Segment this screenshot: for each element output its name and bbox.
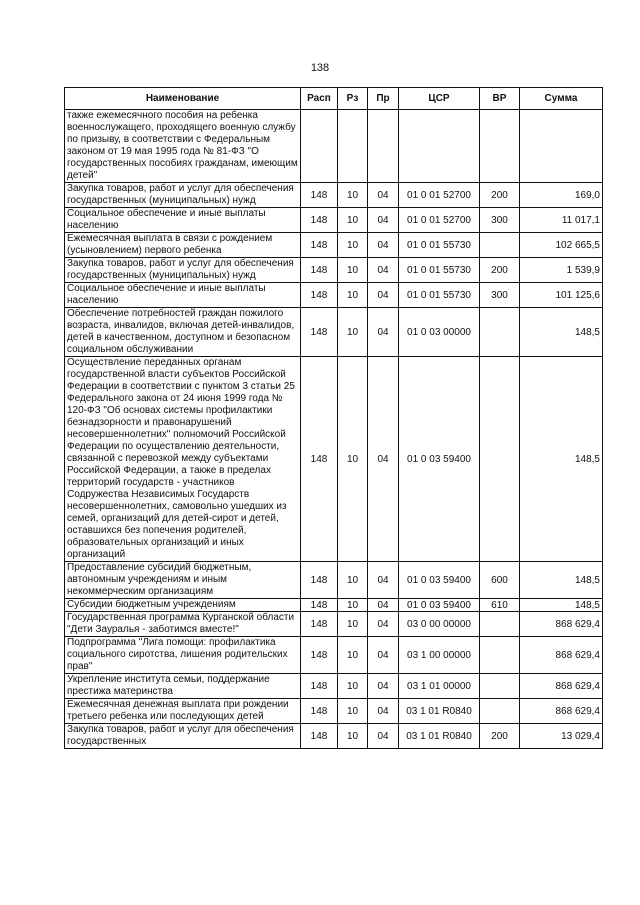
cell-rz: 10: [338, 637, 368, 674]
cell-sum: 868 629,4: [520, 612, 603, 637]
cell-csr: 01 0 01 52700: [399, 183, 480, 208]
cell-name: Закупка товаров, работ и услуг для обеспечения государственных (муниципальных) нужд: [65, 258, 301, 283]
cell-pr: 04: [368, 599, 399, 612]
cell-rz: 10: [338, 357, 368, 562]
table-row: [65, 110, 603, 183]
cell-rasp: 148: [301, 724, 338, 749]
cell-csr: 03 1 00 00000: [399, 637, 480, 674]
table-row: [65, 562, 603, 599]
cell-rasp: 148: [301, 258, 338, 283]
cell-vr: 600: [480, 562, 520, 599]
cell-rz: 10: [338, 183, 368, 208]
cell-sum: 148,5: [520, 562, 603, 599]
table-row: [65, 183, 603, 208]
cell-rasp: 148: [301, 183, 338, 208]
cell-rz: 10: [338, 612, 368, 637]
cell-rasp: [301, 110, 338, 183]
cell-vr: [480, 674, 520, 699]
cell-pr: 04: [368, 283, 399, 308]
cell-rz: 10: [338, 674, 368, 699]
header-rz: Рз: [338, 88, 368, 110]
cell-rasp: 148: [301, 208, 338, 233]
cell-vr: [480, 612, 520, 637]
cell-pr: 04: [368, 562, 399, 599]
cell-pr: 04: [368, 674, 399, 699]
cell-sum: 868 629,4: [520, 674, 603, 699]
table-row: [65, 699, 603, 724]
cell-name: Субсидии бюджетным учреждениям: [65, 599, 301, 612]
cell-pr: 04: [368, 724, 399, 749]
cell-csr: 01 0 01 55730: [399, 233, 480, 258]
cell-csr: 03 1 01 00000: [399, 674, 480, 699]
cell-sum: 11 017,1: [520, 208, 603, 233]
cell-rasp: 148: [301, 699, 338, 724]
header-rasp: Расп: [301, 88, 338, 110]
table-row: [65, 599, 603, 612]
cell-rasp: 148: [301, 637, 338, 674]
cell-csr: 01 0 03 59400: [399, 599, 480, 612]
cell-pr: 04: [368, 183, 399, 208]
table-row: [65, 233, 603, 258]
table-row: [65, 283, 603, 308]
page-number: 138: [310, 62, 330, 74]
cell-rasp: 148: [301, 562, 338, 599]
cell-vr: 200: [480, 183, 520, 208]
cell-sum: 102 665,5: [520, 233, 603, 258]
cell-csr: 03 1 01 R0840: [399, 699, 480, 724]
table-row: [65, 208, 603, 233]
cell-rz: 10: [338, 699, 368, 724]
cell-name: Предоставление субсидий бюджетным, автономным учреждениям и иным некоммерческим организациям: [65, 562, 301, 599]
cell-csr: 01 0 03 00000: [399, 308, 480, 357]
cell-name: Обеспечение потребностей граждан пожилого возраста, инвалидов, включая детей-инвалидов, детей в качественном, доступном и безопасном социальном обслуживании: [65, 308, 301, 357]
cell-csr: 01 0 03 59400: [399, 562, 480, 599]
cell-pr: 04: [368, 308, 399, 357]
cell-rz: 10: [338, 233, 368, 258]
cell-rz: 10: [338, 562, 368, 599]
cell-vr: [480, 637, 520, 674]
cell-pr: 04: [368, 208, 399, 233]
cell-name: Социальное обеспечение и иные выплаты населению: [65, 283, 301, 308]
cell-name: Укрепление института семьи, поддержание престижа материнства: [65, 674, 301, 699]
cell-name: Подпрограмма "Лига помощи: профилактика социального сиротства, лишения родительских прав": [65, 637, 301, 674]
cell-sum: 868 629,4: [520, 637, 603, 674]
cell-rasp: 148: [301, 612, 338, 637]
cell-pr: 04: [368, 233, 399, 258]
cell-csr: 01 0 01 55730: [399, 258, 480, 283]
cell-rz: 10: [338, 308, 368, 357]
cell-sum: 868 629,4: [520, 699, 603, 724]
cell-name: Осуществление переданных органам государственной власти субъектов Российской Федерации в соответствии с пунктом 3 статьи 25 Федерального закона от 24 июня 1999 года № 120-ФЗ "Об основах системы профилактики безнадзорности и правонарушений несовершеннолетних" полномочий Российской Федерации по осуществлению деятельности, связанной с перевозкой между субъектами Российской Федерации, а также в пределах территорий государств - участников Содружества Независимых Государств несовершеннолетних, самовольно ушедших из семей, организаций для детей-сирот и детей, оставшихся без попечения родителей, образовательных организаций и иных организаций: [65, 357, 301, 562]
cell-vr: 610: [480, 599, 520, 612]
header-sum: Сумма: [520, 88, 603, 110]
budget-table: [64, 87, 603, 749]
cell-vr: 200: [480, 724, 520, 749]
cell-pr: 04: [368, 637, 399, 674]
cell-sum: [520, 110, 603, 183]
cell-rasp: 148: [301, 308, 338, 357]
cell-name: Социальное обеспечение и иные выплаты населению: [65, 208, 301, 233]
table-row: [65, 724, 603, 749]
cell-rz: 10: [338, 208, 368, 233]
cell-name: также ежемесячного пособия на ребенка военнослужащего, проходящего военную службу по призыву, в соответствии с Федеральным законом от 19 мая 1995 года № 81-ФЗ "О государственных пособиях гражданам, имеющим детей": [65, 110, 301, 183]
cell-sum: 148,5: [520, 357, 603, 562]
cell-csr: 01 0 01 52700: [399, 208, 480, 233]
cell-name: Ежемесячная выплата в связи с рождением (усыновлением) первого ребенка: [65, 233, 301, 258]
table-row: [65, 612, 603, 637]
cell-csr: [399, 110, 480, 183]
cell-rasp: 148: [301, 599, 338, 612]
cell-rz: 10: [338, 724, 368, 749]
cell-rasp: 148: [301, 357, 338, 562]
cell-vr: [480, 357, 520, 562]
table-row: [65, 637, 603, 674]
cell-sum: 1 539,9: [520, 258, 603, 283]
cell-rz: 10: [338, 599, 368, 612]
cell-sum: 169,0: [520, 183, 603, 208]
cell-pr: 04: [368, 612, 399, 637]
header-csr: ЦСР: [399, 88, 480, 110]
header-row: [65, 88, 603, 110]
cell-sum: 148,5: [520, 308, 603, 357]
table-row: [65, 674, 603, 699]
cell-rz: 10: [338, 258, 368, 283]
cell-rasp: 148: [301, 233, 338, 258]
table-row: [65, 308, 603, 357]
header-pr: Пр: [368, 88, 399, 110]
cell-vr: [480, 110, 520, 183]
header-name: Наименование: [65, 88, 301, 110]
cell-csr: 01 0 01 55730: [399, 283, 480, 308]
cell-rz: [338, 110, 368, 183]
cell-vr: [480, 233, 520, 258]
cell-name: Ежемесячная денежная выплата при рождении третьего ребенка или последующих детей: [65, 699, 301, 724]
cell-pr: 04: [368, 258, 399, 283]
cell-pr: 04: [368, 699, 399, 724]
cell-vr: 300: [480, 208, 520, 233]
table-row: [65, 258, 603, 283]
cell-csr: 03 0 00 00000: [399, 612, 480, 637]
cell-pr: [368, 110, 399, 183]
cell-name: Закупка товаров, работ и услуг для обеспечения государственных: [65, 724, 301, 749]
cell-csr: 03 1 01 R0840: [399, 724, 480, 749]
cell-vr: 300: [480, 283, 520, 308]
cell-rasp: 148: [301, 283, 338, 308]
cell-rasp: 148: [301, 674, 338, 699]
cell-name: Государственная программа Курганской области "Дети Зауралья - заботимся вместе!": [65, 612, 301, 637]
cell-rz: 10: [338, 283, 368, 308]
cell-csr: 01 0 03 59400: [399, 357, 480, 562]
cell-sum: 101 125,6: [520, 283, 603, 308]
cell-vr: [480, 308, 520, 357]
cell-vr: 200: [480, 258, 520, 283]
header-vr: ВР: [480, 88, 520, 110]
cell-name: Закупка товаров, работ и услуг для обеспечения государственных (муниципальных) нужд: [65, 183, 301, 208]
cell-pr: 04: [368, 357, 399, 562]
cell-sum: 13 029,4: [520, 724, 603, 749]
table-row: [65, 357, 603, 562]
cell-sum: 148,5: [520, 599, 603, 612]
cell-vr: [480, 699, 520, 724]
